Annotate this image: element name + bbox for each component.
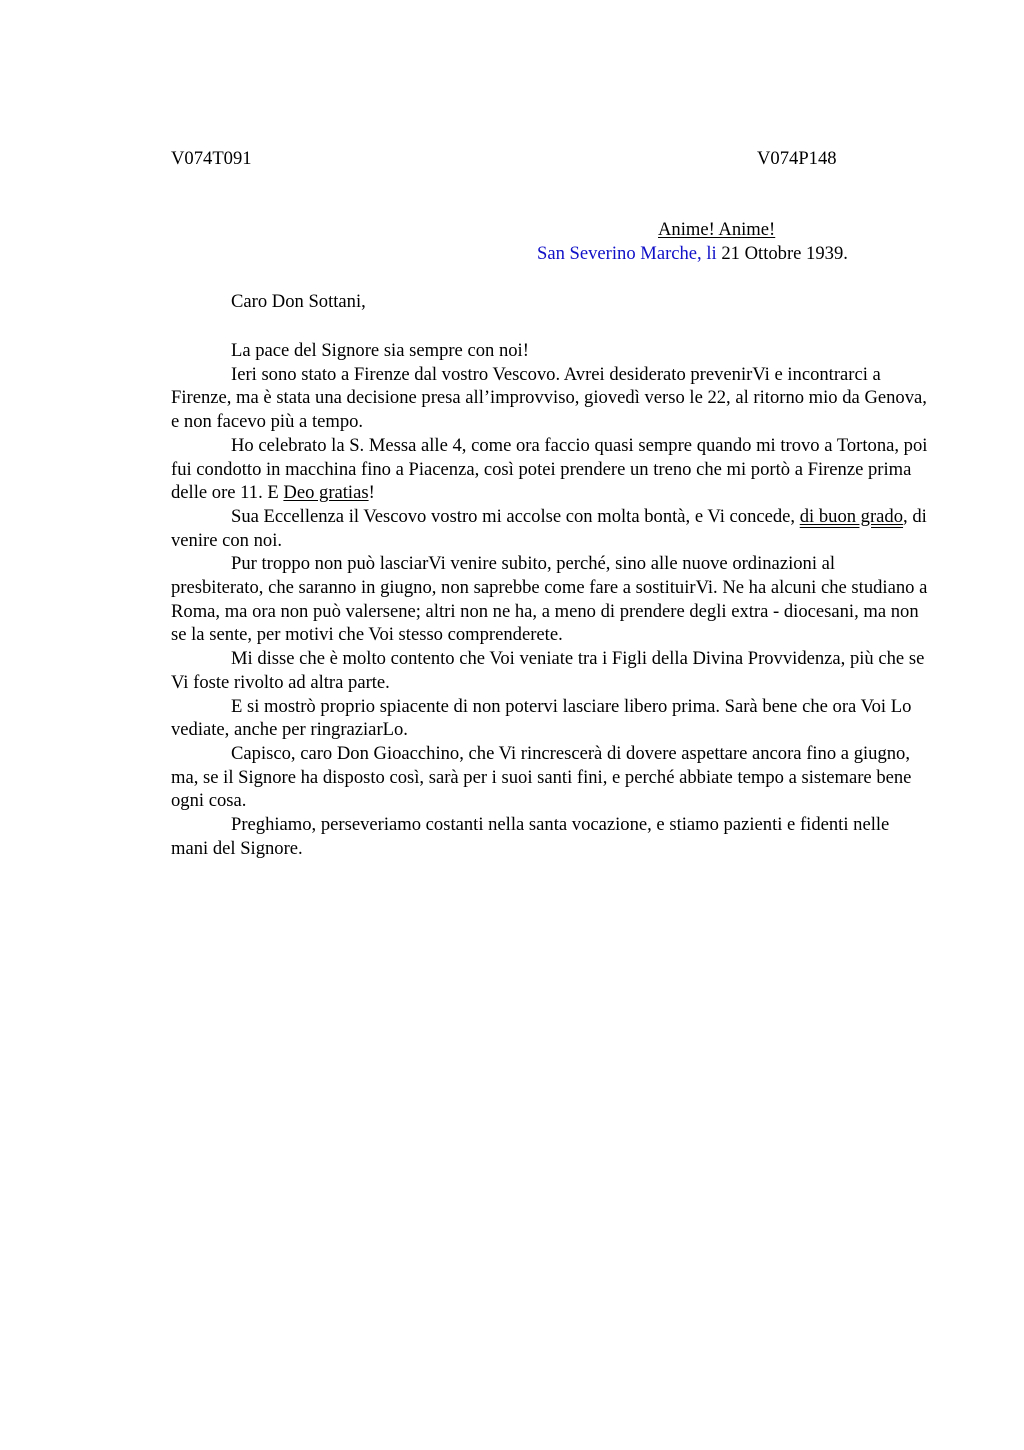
document-code-left: V074T091	[171, 148, 252, 169]
paragraph	[171, 434, 931, 505]
paragraph-text: , di venire con noi.	[171, 505, 927, 551]
paragraph: Capisco, caro Don Gioacchino, che Vi rincrescerà di dovere aspettare ancora fino a giugno, ma, se il Signore ha disposto così, sarà per i suoi santi fini, e perché abbiate tempo a sistemare bene ogni cosa.	[171, 742, 912, 812]
greeting: Caro Don Sottani,	[231, 291, 366, 312]
paragraph: Preghiamo, perseveriamo costanti nella santa vocazione, e stiamo pazienti e fidenti nelle mani del Signore.	[171, 814, 890, 859]
paragraph: E si mostrò proprio spiacente di non potervi lasciare libero prima. Sarà bene che ora Voi Lo vediate, anche per ringraziarLo.	[171, 695, 912, 741]
date-text: 21 Ottobre 1939.	[721, 243, 848, 264]
paragraph: La pace del Signore sia sempre con noi!	[231, 340, 529, 361]
paragraph-text: !	[368, 482, 375, 504]
paragraph: Ieri sono stato a Firenze dal vostro Vescovo. Avrei desiderato prevenirVi e incontrarci a Firenze, ma è stata una decisione presa all’improvviso, giovedì verso le 22, al ritorno mio da Genova, e non facevo più a tempo.	[171, 363, 927, 433]
place-text: San Severino Marche, li	[537, 243, 717, 264]
document-code-right: V074P148	[757, 148, 837, 169]
motto-heading: Anime! Anime!	[658, 219, 776, 240]
double-underlined-phrase: di buon grado	[799, 505, 904, 527]
paragraph-text: Ho celebrato la S. Messa alle 4, come ora faccio quasi sempre quando mi trovo a Tortona, poi fui condotto in macchina fino a Piacenza, così potei prendere un treno che mi portò a Firenze prima delle ore 11. E	[171, 434, 928, 504]
paragraph: Pur troppo non può lasciarVi venire subito, perché, sino alle nuove ordinazioni al presbiterato, che saranno in giugno, non saprebbe come fare a sostituirVi. Ne ha alcuni che studiano a Roma, ma ora non può valersene; altri non ne ha, a meno di prendere degli extra - diocesani, ma non se la sente, per motivi che Voi stesso comprenderete.	[171, 553, 928, 646]
paragraph-text: Sua Eccellenza il Vescovo vostro mi accolse con molta bontà, e Vi concede,	[231, 505, 800, 527]
letter-body	[171, 339, 931, 860]
underlined-phrase: Deo gratias	[283, 482, 369, 504]
paragraph: Mi disse che è molto contento che Voi veniate tra i Figli della Divina Provvidenza, più che se Vi foste rivolto ad altra parte.	[171, 648, 925, 693]
paragraph	[171, 505, 931, 552]
dateline	[537, 243, 848, 265]
